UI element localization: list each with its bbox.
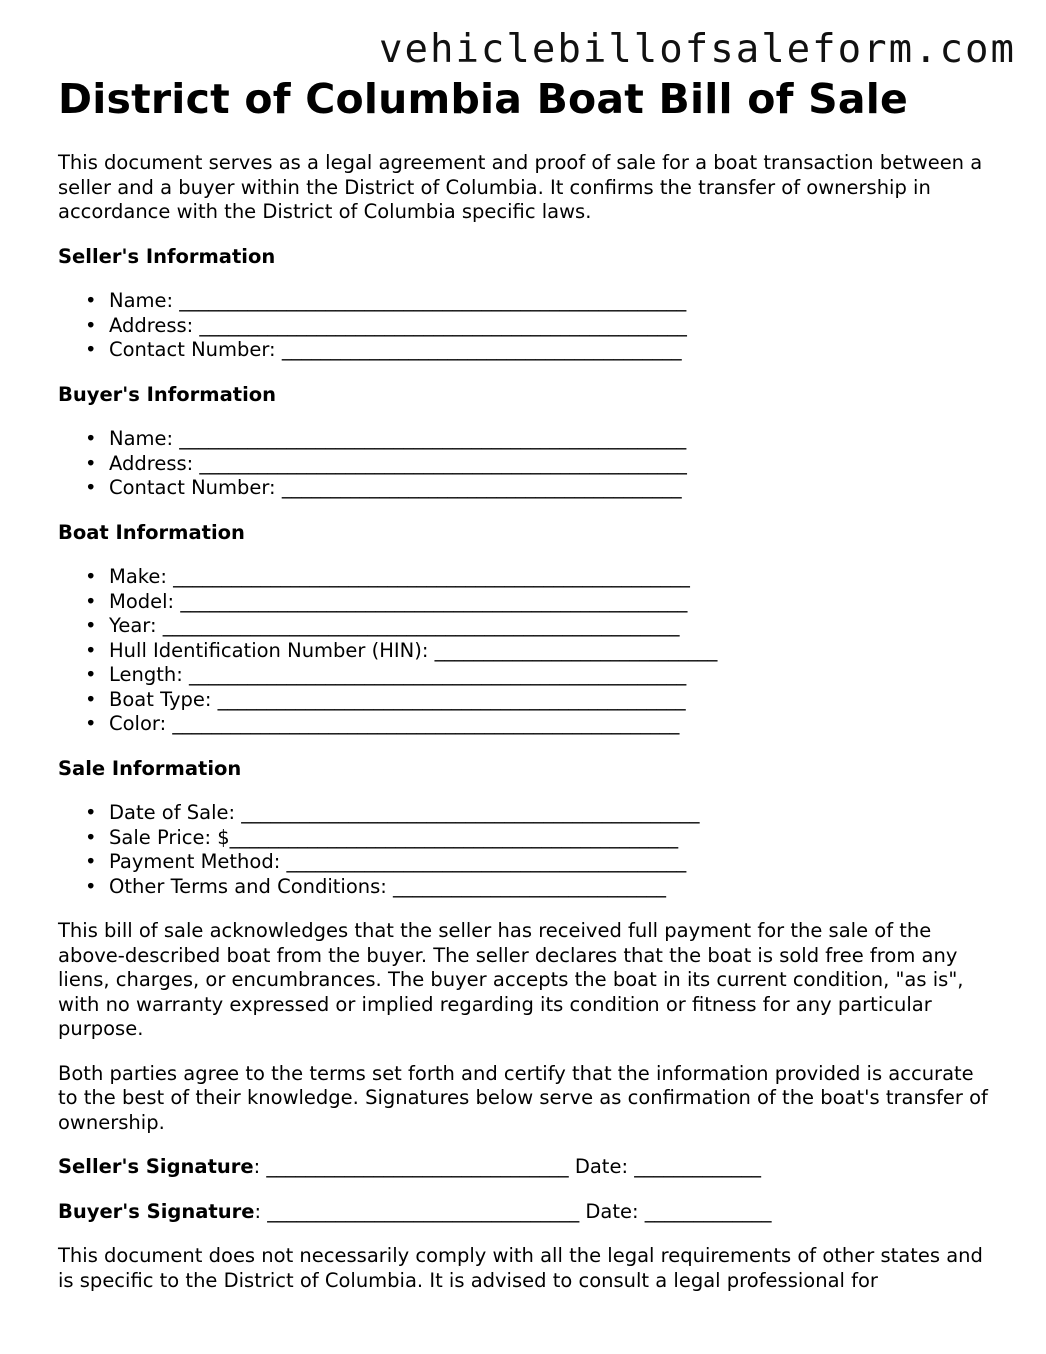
seller-signature-line[interactable]: : _______________________________ Date: _____________ [253,1155,761,1179]
page-title: District of Columbia Boat Bill of Sale [58,75,908,123]
boat-hin-field[interactable]: • Hull Identification Number (HIN): _____________________________ [109,639,998,664]
sale-section-heading: Sale Information [58,756,242,780]
seller-section-heading: Seller's Information [58,244,276,268]
document-body [58,76,998,1293]
payment-method-field[interactable]: • Payment Method: _________________________________________ [109,850,998,875]
sale-price-field[interactable]: • Sale Price: $______________________________________________ [109,826,998,851]
seller-address-field[interactable]: • Address: __________________________________________________ [109,314,998,339]
seller-signature-row[interactable] [58,1155,998,1180]
seller-contact-field[interactable]: • Contact Number: _________________________________________ [109,338,998,363]
buyer-name-field[interactable]: • Name: ____________________________________________________ [109,427,998,452]
buyer-section-heading: Buyer's Information [58,382,277,406]
buyer-address-field[interactable]: • Address: __________________________________________________ [109,452,998,477]
site-watermark: vehiclebillofsaleform.com [379,27,1016,72]
boat-make-field[interactable]: • Make: _____________________________________________________ [109,565,998,590]
buyer-signature-label: Buyer's Signature [58,1199,255,1223]
boat-type-field[interactable]: • Boat Type: ________________________________________________ [109,688,998,713]
acknowledgement-paragraph: This bill of sale acknowledges that the seller has received full payment for the sale of the above-described boat from the buyer. The seller declares that the boat is sold free from any liens, charges, or encumbrances. The buyer accepts the boat in its current condition, "as is", with no warranty expressed or implied regarding its condition or fitness for any particular purpose. [58,919,964,1041]
buyer-signature-line[interactable]: : ________________________________ Date: _____________ [254,1199,772,1223]
boat-color-field[interactable]: • Color: ____________________________________________________ [109,712,998,737]
intro-paragraph: This document serves as a legal agreement and proof of sale for a boat transaction between a seller and a buyer within the District of Columbia. It confirms the transfer of ownership in accordance with the District of Columbia specific laws. [58,151,983,224]
other-terms-field[interactable]: • Other Terms and Conditions: ____________________________ [109,875,998,900]
closing-paragraph: This document does not necessarily comply with all the legal requirements of other states and is specific to the District of Columbia. It is advised to consult a legal professional for [58,1244,983,1292]
seller-fields-list [58,289,998,363]
seller-name-field[interactable]: • Name: ____________________________________________________ [109,289,998,314]
buyer-signature-row[interactable] [58,1200,998,1225]
sale-date-field[interactable]: • Date of Sale: _______________________________________________ [109,801,998,826]
agreement-paragraph: Both parties agree to the terms set forth and certify that the information provided is accurate to the best of their knowledge. Signatures below serve as confirmation of the boat's transfer of ownership. [58,1061,988,1134]
boat-year-field[interactable]: • Year: _____________________________________________________ [109,614,998,639]
boat-section-heading: Boat Information [58,520,245,544]
boat-model-field[interactable]: • Model: ____________________________________________________ [109,590,998,615]
sale-fields-list [58,801,998,899]
buyer-contact-field[interactable]: • Contact Number: _________________________________________ [109,476,998,501]
boat-length-field[interactable]: • Length: ___________________________________________________ [109,663,998,688]
seller-signature-label: Seller's Signature [58,1155,254,1179]
buyer-fields-list [58,427,998,501]
boat-fields-list [58,565,998,737]
